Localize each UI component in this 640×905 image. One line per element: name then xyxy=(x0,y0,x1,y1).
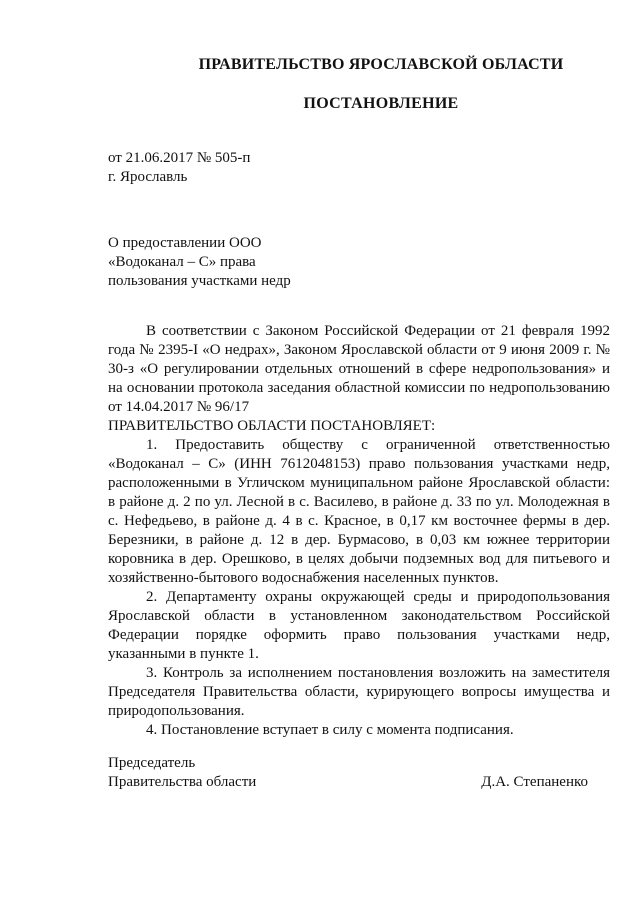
resolution-item: 1. Предоставить обществу с ограниченной ответственностью «Водоканал – С» (ИНН 7612048153) право пользования участками недр, расположенными в Угличском муниципальном районе Ярославской области: в районе д. 2 по ул. Лесной в с. Василево, в районе д. 33 по ул. Молодежная в с. Нефедьево, в районе д. 4 в с. Красное, в 0,17 км восточнее фермы в дер. Березники, в районе д. 12 в дер. Бурмасово, в 0,03 км южнее территории коровника в дер. Орешково, в целях добычи подземных вод для питьевого и хозяйственно-бытового водоснабжения населенных пунктов. xyxy=(108,437,610,586)
subject-line: О предоставлении ООО xyxy=(108,235,262,251)
resolution-item: 2. Департаменту охраны окружающей среды и природопользования Ярославской области в установленном законодательством Российской Федерации порядке оформить право пользования участками недр, указанными в пункте 1. xyxy=(108,589,610,662)
signature-block xyxy=(108,754,588,792)
document-type-heading: ПОСТАНОВЛЕНИЕ xyxy=(303,95,459,112)
date-number: от 21.06.2017 № 505-п xyxy=(108,150,251,166)
signature-row xyxy=(108,773,588,792)
organization-heading: ПРАВИТЕЛЬСТВО ЯРОСЛАВСКОЙ ОБЛАСТИ xyxy=(198,56,564,73)
subject-line: пользования участками недр xyxy=(108,273,291,289)
document-meta xyxy=(108,149,250,187)
signer-position: Правительства области xyxy=(108,774,257,790)
subject-line: «Водоканал – С» права xyxy=(108,254,256,270)
resolves-line: ПРАВИТЕЛЬСТВО ОБЛАСТИ ПОСТАНОВЛЯЕТ: xyxy=(108,418,436,434)
place: г. Ярославль xyxy=(108,169,188,185)
document-subject xyxy=(108,234,291,291)
signer-name: Д.А. Степаненко xyxy=(481,774,588,790)
signer-position: Председатель xyxy=(108,755,196,771)
document-body xyxy=(108,322,610,740)
preamble-paragraph: В соответствии с Законом Российской Федерации от 21 февраля 1992 года № 2395-I «О недрах», Законом Ярославской области от 9 июня 2009 г. № 30-з «О регулировании отдельных отношений в сфере недропользования» и на основании протокола заседания областной комиссии по недропользованию от 14.04.2017 № 96/17 xyxy=(108,323,610,415)
resolution-item: 4. Постановление вступает в силу с момента подписания. xyxy=(146,722,514,738)
resolution-item: 3. Контроль за исполнением постановления возложить на заместителя Председателя Правительства области, курирующего вопросы имущества и природопользования. xyxy=(108,665,610,719)
